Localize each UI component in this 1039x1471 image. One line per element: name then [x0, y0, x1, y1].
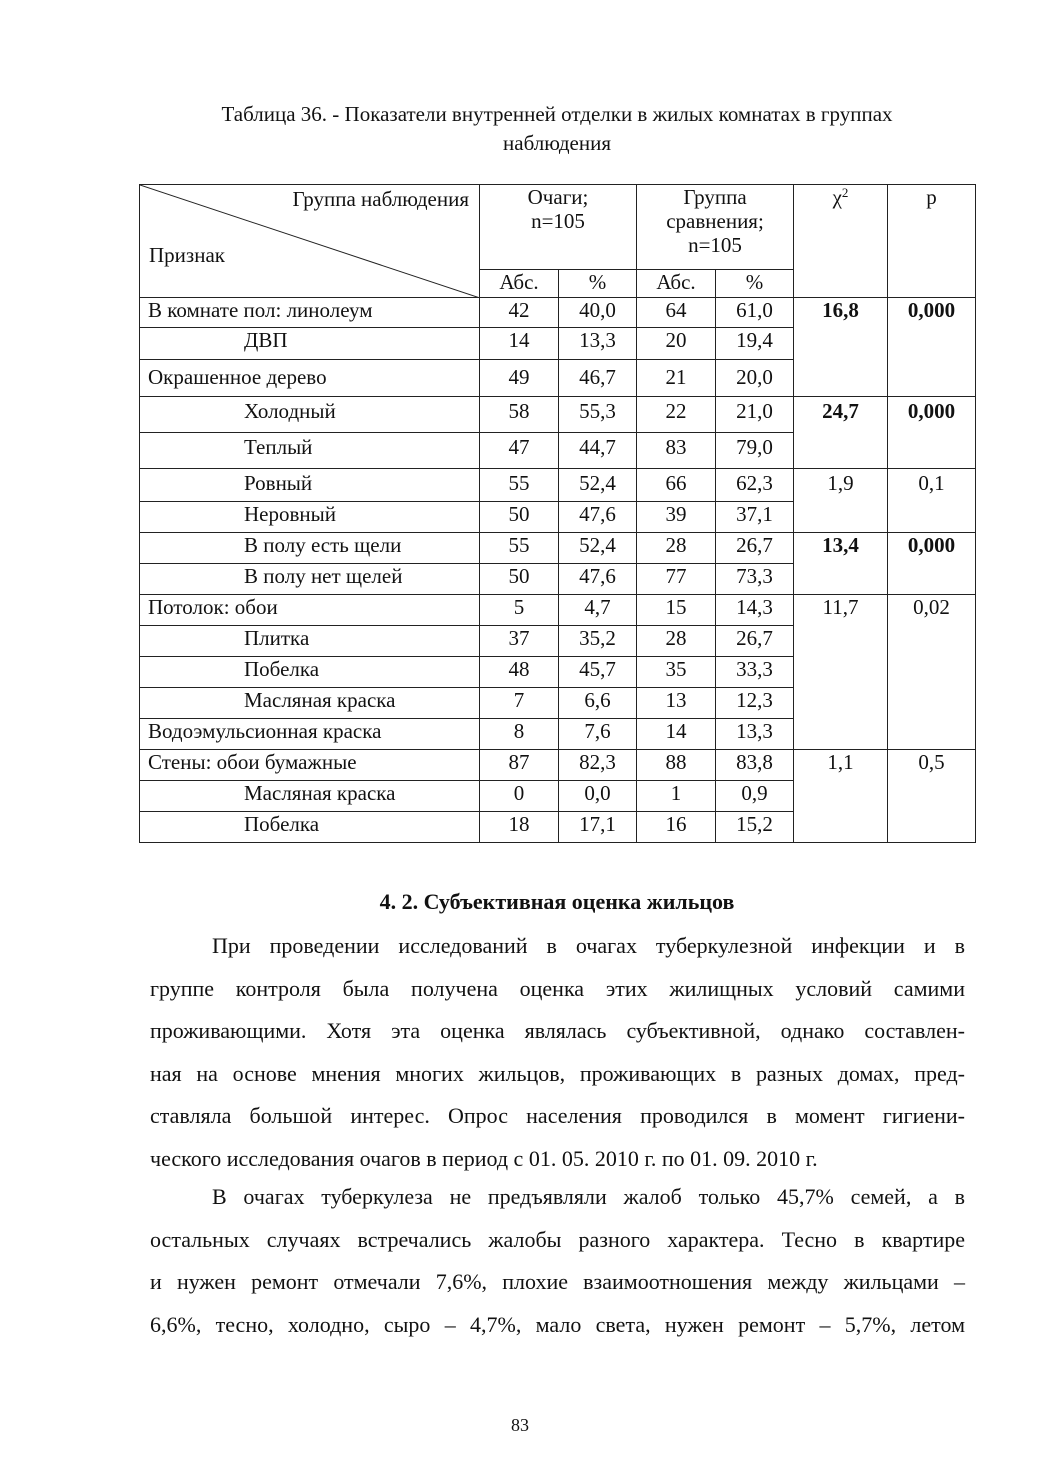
table-row: В полу есть щели 55 52,4 28 26,7 13,4 0,000	[140, 533, 976, 564]
table-row: Потолок: обои 5 4,7 15 14,3 11,7 0,02	[140, 595, 976, 626]
table-row: Масляная краска 7 6,6 13 12,3	[140, 688, 976, 719]
table-row: Стены: обои бумажные 87 82,3 88 83,8 1,1 0,5	[140, 750, 976, 781]
table-row: ДВП 14 13,3 20 19,4	[140, 328, 976, 360]
p-value: 0,000	[888, 533, 976, 595]
table-row: Ровный 55 52,4 66 62,3 1,9 0,1	[140, 469, 976, 502]
section-heading: 4. 2. Субъективная оценка жильцов	[379, 889, 735, 914]
chi-value: 11,7	[794, 595, 888, 750]
chi-value: 24,7	[794, 397, 888, 469]
chi-value: 1,9	[794, 469, 888, 533]
comparison-header: Группа сравнения; n=105	[637, 185, 794, 270]
table-row: Теплый 47 44,7 83 79,0	[140, 433, 976, 469]
p-value: 0,000	[888, 298, 976, 397]
chi-square-header: $\chi^2$	[794, 185, 888, 298]
table-row: В комнате пол: линолеум 42 40,0 64 61,0 16,8 0,000	[140, 298, 976, 328]
caption-line-1: Таблица 36. - Показатели внутренней отделки в жилых комнатах в группах	[221, 102, 893, 126]
chi-value: 1,1	[794, 750, 888, 843]
p-value: 0,000	[888, 397, 976, 469]
table-row: Масляная краска 0 0,0 1 0,9	[140, 781, 976, 812]
feature-header-label: Признак	[149, 243, 225, 267]
abs-header-comparison: Абс.	[637, 270, 716, 298]
diagonal-header-cell	[140, 185, 480, 298]
page-number: 83	[511, 1415, 529, 1435]
table-row: Холодный 58 55,3 22 21,0 24,7 0,000	[140, 397, 976, 433]
table-row: Плитка 37 35,2 28 26,7	[140, 626, 976, 657]
p-value: 0,1	[888, 469, 976, 533]
p-header: р	[888, 185, 976, 298]
table-row: Окрашенное дерево 49 46,7 21 20,0	[140, 360, 976, 397]
chi-value: 13,4	[794, 533, 888, 595]
table-caption	[140, 100, 974, 158]
foci-header: Очаги; n=105	[480, 185, 637, 270]
table-row: Неровный 50 47,6 39 37,1	[140, 502, 976, 533]
pct-header-foci: %	[559, 270, 637, 298]
pct-header-comparison: %	[716, 270, 794, 298]
abs-header-foci: Абс.	[480, 270, 559, 298]
group-header-label: Группа наблюдения	[292, 187, 469, 211]
paragraph-2: В очагах туберкулеза не предъявляли жалоб только 45,7% семей, а в остальных случаях встречались жалобы разного характера. Тесно в квартире и нужен ремонт отмечали 7,6%, плохие взаимоотношения между жильцами – 6,6%, тесно, холодно, сыро – 4,7%, мало света, нужен ремонт – 5,7%, летом	[150, 1184, 965, 1337]
p-value: 0,02	[888, 595, 976, 750]
table-row: Побелка 18 17,1 16 15,2	[140, 812, 976, 843]
chi-value: 16,8	[794, 298, 888, 397]
table-row: Побелка 48 45,7 35 33,3	[140, 657, 976, 688]
data-table	[139, 184, 976, 843]
table-row: В полу нет щелей 50 47,6 77 73,3	[140, 564, 976, 595]
caption-line-2: наблюдения	[503, 131, 611, 155]
p-value: 0,5	[888, 750, 976, 843]
paragraph-1: При проведении исследований в очагах туберкулезной инфекции и в группе контроля была получена оценка этих жилищных условий самими проживающими. Хотя эта оценка являлась субъективной, однако составлен- ная на основе мнения многих жильцов, проживающих в разных домах, пред- ставляла большой интерес. Опрос населения проводился в момент гигиени- ческого исследования очагов в период с 01. 05. 2010 г. по 01. 09. 2010 г.	[150, 933, 965, 1171]
table-row: Водоэмульсионная краска 8 7,6 14 13,3	[140, 719, 976, 750]
